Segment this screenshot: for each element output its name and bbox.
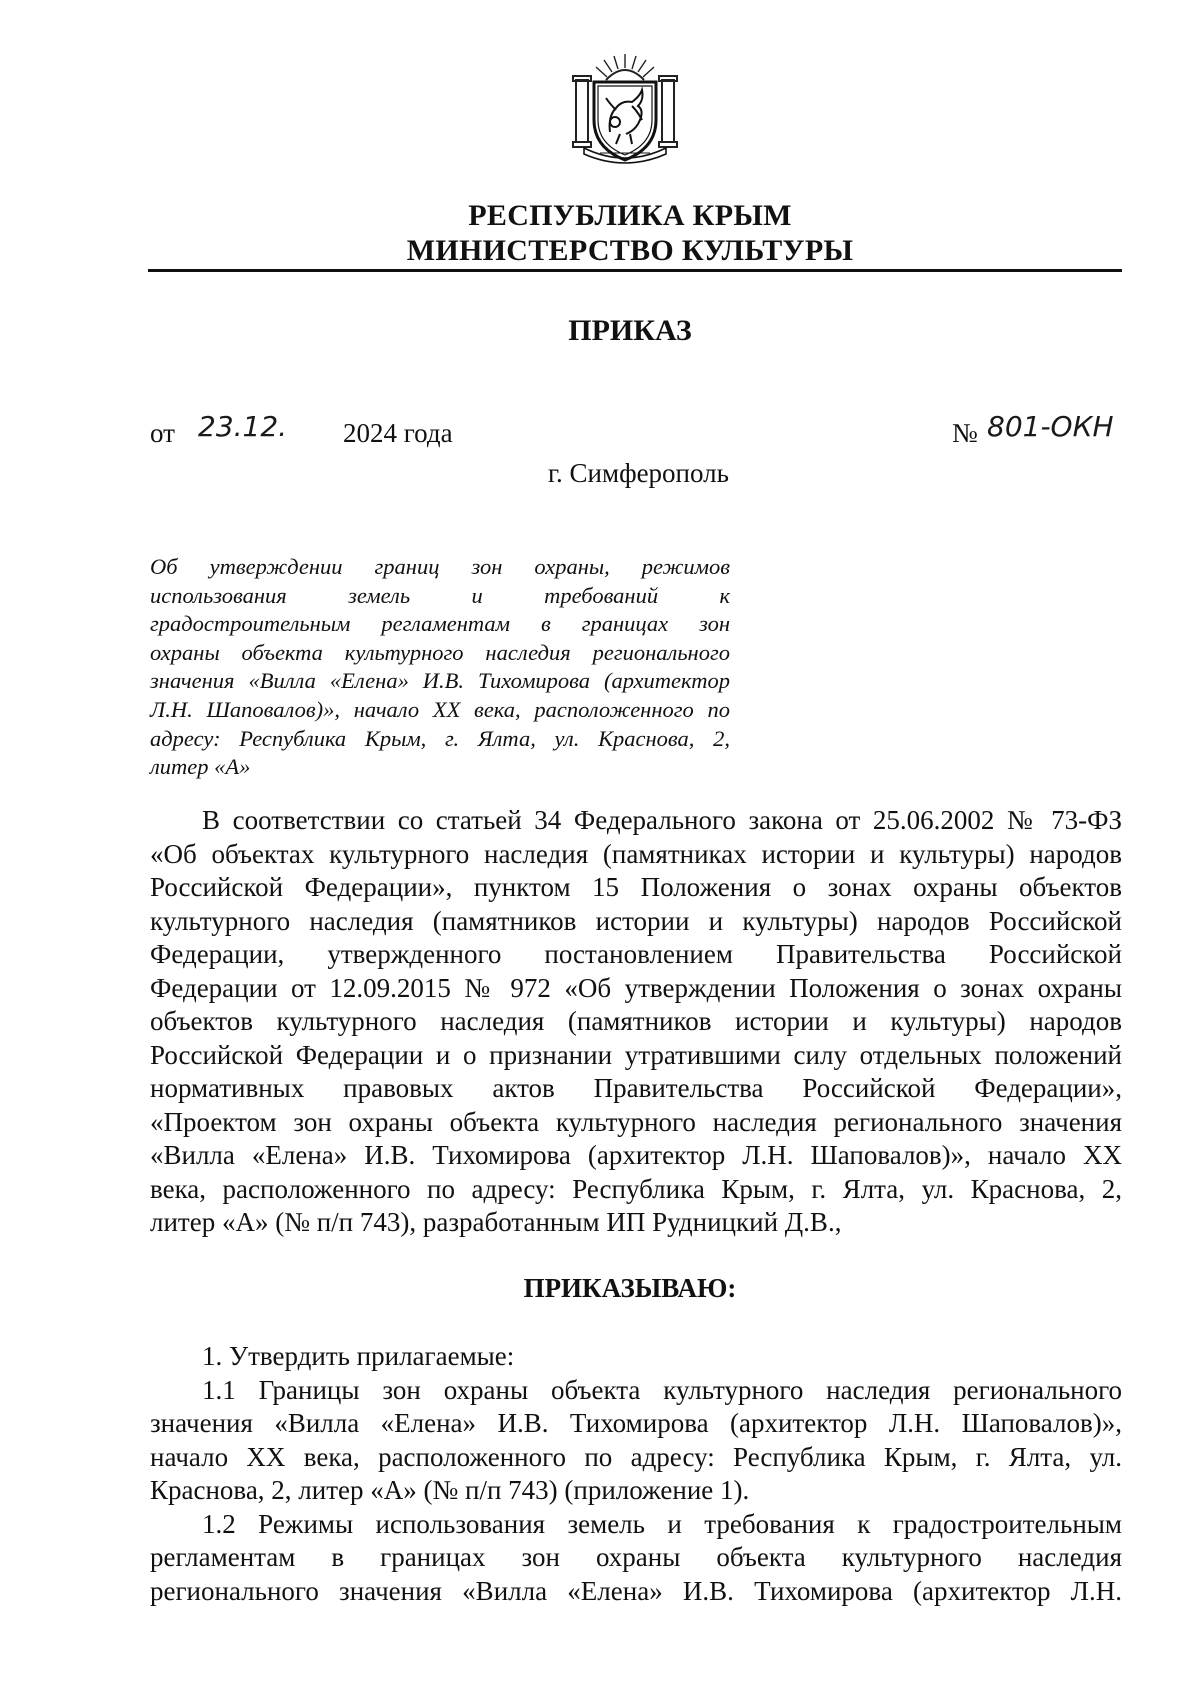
body-line: Российской Федерации», пунктом 15 Положения о зонах охраны объектов — [150, 872, 1122, 902]
body-line: «Проектом зон охраны объекта культурного наследия регионального значения — [150, 1106, 1122, 1137]
body-line: В соответствии со статьей 34 Федерального закона от 25.06.2002 № 73-ФЗ — [202, 805, 1122, 835]
crimea-coat-of-arms-icon — [570, 50, 680, 166]
date-year: 2024 года — [343, 418, 453, 448]
subject-line: охраны объекта культурного наследия регионального — [150, 639, 730, 665]
handwritten-date: 23.12. — [198, 410, 288, 443]
body-line: «Об объектах культурного наследия (памятниках истории и культуры) народов — [150, 838, 1122, 869]
item-line: регламентам в границах зон охраны объекта культурного наследия — [150, 1542, 1122, 1572]
subject-line: Л.Н. Шаповалов)», начало XX века, расположенного по — [150, 696, 730, 722]
item-line: 1. Утвердить прилагаемые: — [202, 1341, 515, 1371]
order-items — [150, 1340, 1122, 1608]
date-from-label: от — [150, 418, 175, 448]
item-line: начало XX века, расположенного по адресу: Республика Крым, г. Ялта, ул. — [150, 1441, 1122, 1472]
order-heading: ПРИКАЗЫВАЮ: — [523, 1273, 737, 1303]
body-line: объектов культурного наследия (памятников истории и культуры) народов — [150, 1006, 1122, 1036]
document-title: ПРИКАЗ — [568, 314, 692, 347]
body-line: века, расположенного по адресу: Республика Крым, г. Ялта, ул. Краснова, 2, — [150, 1173, 1122, 1204]
subject-line: Об утверждении границ зон охраны, режимов — [150, 554, 730, 579]
number-label: № — [952, 418, 978, 448]
subject-line: значения «Вилла «Елена» И.В. Тихомирова (архитектор — [150, 668, 730, 694]
header-divider — [148, 269, 1122, 272]
subject-line: использования земель и требований к — [150, 582, 730, 608]
body-line: Федерации, утвержденного постановлением Правительства Российской — [150, 939, 1122, 969]
body-line: литер «А» (№ п/п 743), разработанным ИП Рудницкий Д.В., — [150, 1207, 842, 1237]
preamble-paragraph — [150, 804, 1122, 1240]
city-line: г. Симферополь — [548, 458, 729, 488]
header-republic: РЕСПУБЛИКА КРЫМ — [468, 199, 792, 232]
handwritten-number: 801-ОКН — [987, 410, 1114, 443]
body-line: Федерации от 12.09.2015 № 972 «Об утверждении Положения о зонах охраны — [150, 972, 1122, 1003]
subject-line: литер «А» — [150, 754, 251, 780]
body-line: Российской Федерации и о признании утратившими силу отдельных положений — [150, 1039, 1122, 1070]
item-line: регионального значения «Вилла «Елена» И.В. Тихомирова (архитектор Л.Н. — [150, 1575, 1122, 1606]
body-line: культурного наследия (памятников истории и культуры) народов Российской — [150, 905, 1122, 936]
subject-block — [150, 553, 730, 782]
body-line: «Вилла «Елена» И.В. Тихомирова (архитектор Л.Н. Шаповалов)», начало XX — [150, 1140, 1122, 1170]
body-line: нормативных правовых актов Правительства Российской Федерации», — [150, 1073, 1122, 1103]
item-line: значения «Вилла «Елена» И.В. Тихомирова (архитектор Л.Н. Шаповалов)», — [150, 1408, 1122, 1438]
subject-line: градостроительным регламентам в границах зон — [150, 611, 730, 637]
subject-line: адресу: Республика Крым, г. Ялта, ул. Краснова, 2, — [150, 725, 730, 751]
item-line: 1.2 Режимы использования земель и требования к градостроительным — [202, 1508, 1122, 1539]
item-line: 1.1 Границы зон охраны объекта культурного наследия регионального — [202, 1374, 1122, 1405]
header-ministry: МИНИСТЕРСТВО КУЛЬТУРЫ — [406, 234, 854, 267]
item-line: Краснова, 2, литер «А» (№ п/п 743) (приложение 1). — [150, 1475, 750, 1505]
